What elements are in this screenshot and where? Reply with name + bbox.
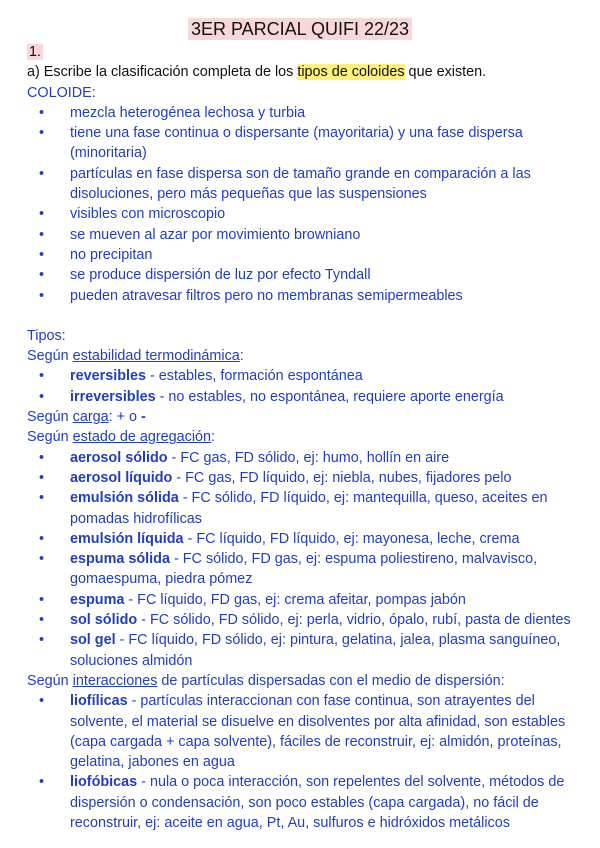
list-item — [27, 772, 587, 833]
item-term: liofóbicas — [70, 774, 138, 791]
list-item: • partículas en fase dispersa son de tamaño grande en comparación a las disoluciones, pero más pequeñas que las suspensiones — [27, 164, 587, 205]
estabilidad-list — [27, 366, 587, 407]
carga-heading: Según carga: + o - — [27, 409, 146, 426]
item-description: - no estables, no espontánea, requiere aporte energía — [155, 388, 504, 405]
item-term: emulsión sólida — [70, 490, 179, 507]
item-term: irreversibles — [70, 388, 156, 405]
item-description: - FC líquido, FD sólido, ej: pintura, gelatina, jalea, plasma sanguíneo, soluciones almidón — [70, 632, 561, 669]
agregacion-heading: Según estado de agregación: — [27, 429, 216, 446]
list-item — [27, 387, 587, 407]
list-item — [27, 549, 587, 590]
item-description: - FC líquido, FD líquido, ej: mayonesa, leche, crema — [183, 530, 520, 547]
list-item — [27, 448, 587, 468]
estabilidad-heading: Según estabilidad termodinámica: — [27, 348, 244, 365]
page-title: 3ER PARCIAL QUIFI 22/23 — [0, 18, 600, 40]
list-item: • tiene una fase continua o dispersante (mayoritaria) y una fase dispersa (minoritaria) — [27, 123, 587, 164]
interacciones-list — [27, 691, 587, 833]
list-item — [27, 366, 587, 386]
list-item — [27, 610, 587, 630]
tipos-heading: Tipos: — [27, 327, 66, 344]
item-term: sol gel — [70, 632, 116, 649]
list-item — [27, 468, 587, 488]
coloide-heading: COLOIDE: — [27, 84, 96, 101]
agregacion-list — [27, 448, 587, 671]
item-term: espuma — [70, 591, 125, 608]
list-item — [27, 488, 587, 529]
item-term: reversibles — [70, 368, 147, 385]
list-item: • se mueven al azar por movimiento browniano — [27, 225, 587, 245]
item-description: - FC líquido, FD gas, ej: crema afeitar, pompas jabón — [124, 591, 466, 608]
item-description: - FC sólido, FD líquido, ej: mantequilla, queso, aceites en pomadas hidrofílicas — [70, 490, 548, 527]
list-item — [27, 630, 587, 671]
list-item: • mezcla heterogénea lechosa y turbia — [27, 103, 587, 123]
list-item — [27, 590, 587, 610]
item-description: - FC sólido, FD sólido, ej: perla, vidrio, ópalo, rubí, pasta de dientes — [137, 612, 571, 629]
question-text: a) Escribe la clasificación completa de los tipos de coloides que existen. — [27, 64, 487, 81]
item-description: - FC gas, FD líquido, ej: niebla, nubes, fijadores pelo — [172, 469, 512, 486]
item-description: - FC sólido, FD gas, ej: espuma poliestireno, malvavisco, gomaespuma, piedra pómez — [70, 551, 538, 588]
item-description: - FC gas, FD sólido, ej: humo, hollín en aire — [167, 449, 450, 466]
item-term: aerosol sólido — [70, 449, 168, 466]
interacciones-heading: Según interacciones de partículas dispersadas con el medio de dispersión: — [27, 672, 505, 689]
list-item: • no precipitan — [27, 245, 587, 265]
document-body — [27, 42, 587, 833]
list-item: • se produce dispersión de luz por efecto Tyndall — [27, 265, 587, 285]
list-item: • pueden atravesar filtros pero no membranas semipermeables — [27, 286, 587, 306]
item-term: espuma sólida — [70, 551, 170, 568]
item-term: emulsión líquida — [70, 530, 184, 547]
item-description: - partículas interaccionan con fase continua, son atrayentes del solvente, el material se disuelve en disolventes por alta afinidad, son estables (capa cargada + capa solvente), fáciles de reconstruir, ej: almidón, proteínas, gelatina, jabones en agua — [70, 693, 566, 771]
item-term: sol sólido — [70, 612, 138, 629]
item-description: - estables, formación espontánea — [146, 368, 363, 385]
list-item — [27, 529, 587, 549]
list-item: • visibles con microscopio — [27, 204, 587, 224]
highlighted-phrase: tipos de coloides — [297, 64, 405, 81]
item-description: - nula o poca interacción, son repelentes del solvente, métodos de dispersión o condensación, son poco estables (capa cargada), no fácil de reconstruir, ej: aceite en agua, Pt, Au, sulfuros e hidróxidos metálicos — [70, 774, 565, 831]
item-term: aerosol líquido — [70, 469, 173, 486]
question-number: 1. — [29, 44, 42, 60]
list-item — [27, 691, 587, 772]
coloide-list — [27, 103, 587, 306]
item-term: liofílicas — [70, 693, 128, 710]
